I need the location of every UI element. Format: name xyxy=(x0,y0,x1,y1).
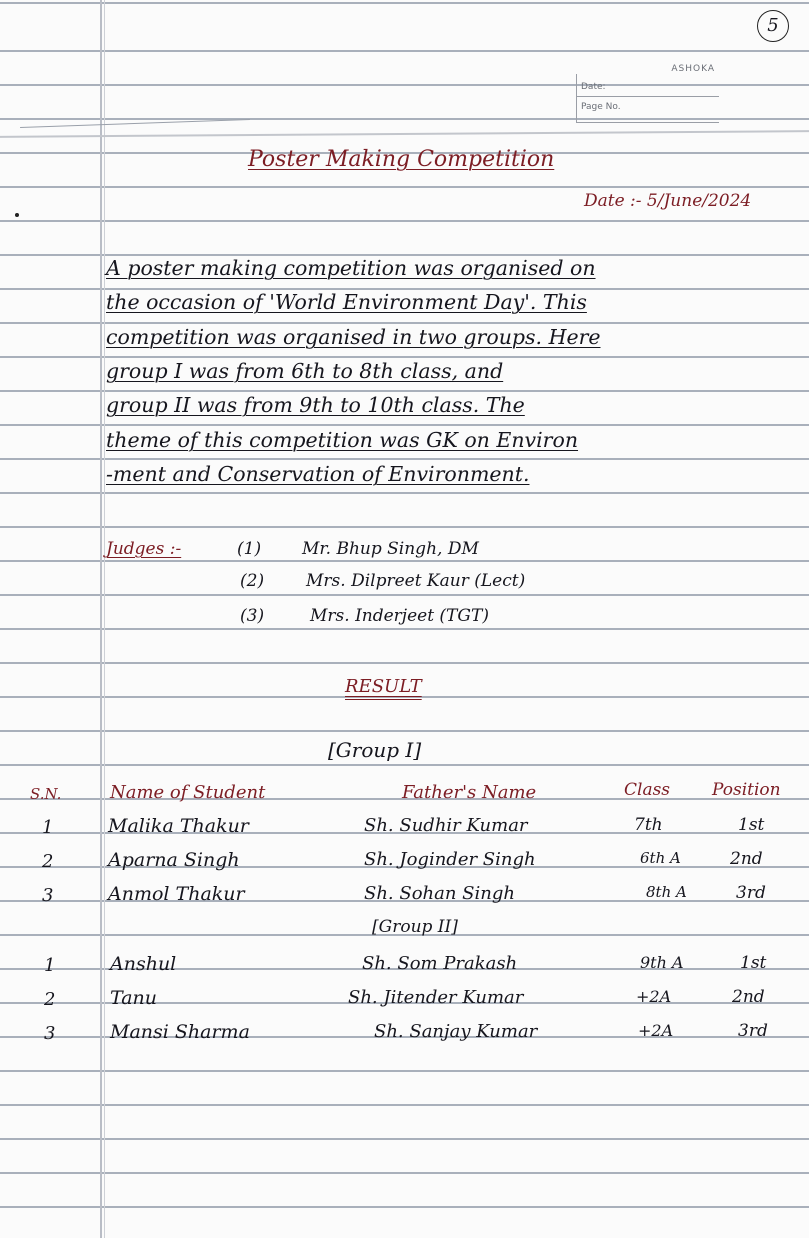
g1-row3-name: Anmol Thakur xyxy=(108,883,245,905)
date-page-box xyxy=(576,64,719,123)
header-name: Name of Student xyxy=(110,782,266,803)
header-position: Position xyxy=(712,780,781,800)
g2-row2-father: Sh. Jitender Kumar xyxy=(348,987,524,1008)
page-title: Poster Making Competition xyxy=(248,147,555,172)
judge-1-name: Mr. Bhup Singh, DM xyxy=(302,539,479,559)
paragraph-line-2: the occasion of 'World Environment Day'. This xyxy=(106,290,587,314)
g2-row1-name: Anshul xyxy=(110,953,177,975)
g1-row1-father: Sh. Sudhir Kumar xyxy=(364,815,528,836)
paragraph-line-6: theme of this competition was GK on Environ xyxy=(106,428,579,452)
g2-row1-sn: 1 xyxy=(44,955,56,976)
g1-row3-class: 8th A xyxy=(646,883,687,901)
ink-dot xyxy=(15,213,19,217)
page-label: Page No. xyxy=(581,102,621,112)
g2-row2-sn: 2 xyxy=(44,989,56,1010)
header-father: Father's Name xyxy=(402,782,537,803)
margin-line xyxy=(100,0,102,1238)
page-number: 5 xyxy=(757,10,789,42)
judge-3-number: (3) xyxy=(240,606,265,626)
judges-label: Judges :- xyxy=(106,539,182,559)
paragraph-line-5: group II was from 9th to 10th class. The xyxy=(106,393,525,417)
g1-row1-name: Malika Thakur xyxy=(108,815,249,837)
judge-2-number: (2) xyxy=(240,571,265,591)
g2-row1-position: 1st xyxy=(740,953,767,973)
group2-heading: [Group II] xyxy=(372,917,458,937)
date-label: Date: xyxy=(581,82,606,92)
g1-row2-father: Sh. Joginder Singh xyxy=(364,849,536,870)
result-heading: RESULT xyxy=(345,676,422,697)
g2-row3-name: Mansi Sharma xyxy=(110,1021,250,1043)
paragraph-line-7: -ment and Conservation of Environment. xyxy=(106,462,530,486)
g2-row3-position: 3rd xyxy=(738,1021,768,1041)
fold-line xyxy=(0,130,809,138)
g1-row1-sn: 1 xyxy=(42,817,54,838)
judge-3-name: Mrs. Inderjeet (TGT) xyxy=(310,606,489,626)
report-date: Date :- 5/June/2024 xyxy=(584,191,752,211)
header-class: Class xyxy=(624,780,671,800)
group1-heading: [Group I] xyxy=(328,738,422,762)
judge-1-number: (1) xyxy=(237,539,262,559)
brand-label: ASHOKA xyxy=(671,64,715,74)
paragraph-line-3: competition was organised in two groups. Here xyxy=(106,325,601,349)
g1-row1-class: 7th xyxy=(634,815,663,835)
g2-row1-father: Sh. Som Prakash xyxy=(362,953,518,974)
g1-row3-position: 3rd xyxy=(736,883,766,903)
g1-row2-position: 2nd xyxy=(730,849,763,869)
g1-row3-sn: 3 xyxy=(42,885,54,906)
g1-row2-sn: 2 xyxy=(42,851,54,872)
g2-row3-class: +2A xyxy=(638,1021,674,1040)
g1-row3-father: Sh. Sohan Singh xyxy=(364,883,515,904)
g2-row2-class: +2A xyxy=(636,987,672,1006)
margin-line-inner xyxy=(104,0,105,1238)
g2-row3-father: Sh. Sanjay Kumar xyxy=(374,1021,538,1042)
date-box-rule xyxy=(577,96,719,97)
faint-mark xyxy=(20,119,250,128)
judge-2-name: Mrs. Dilpreet Kaur (Lect) xyxy=(306,571,526,591)
paragraph-line-1: A poster making competition was organised on xyxy=(106,256,596,280)
g1-row1-position: 1st xyxy=(738,815,765,835)
header-sn: S.N. xyxy=(30,785,62,803)
g2-row3-sn: 3 xyxy=(44,1023,56,1044)
g2-row2-name: Tanu xyxy=(110,987,157,1009)
g1-row2-class: 6th A xyxy=(640,849,681,867)
g1-row2-name: Aparna Singh xyxy=(108,849,240,871)
g2-row2-position: 2nd xyxy=(732,987,765,1007)
g2-row1-class: 9th A xyxy=(640,953,684,972)
paragraph-line-4: group I was from 6th to 8th class, and xyxy=(106,359,504,383)
